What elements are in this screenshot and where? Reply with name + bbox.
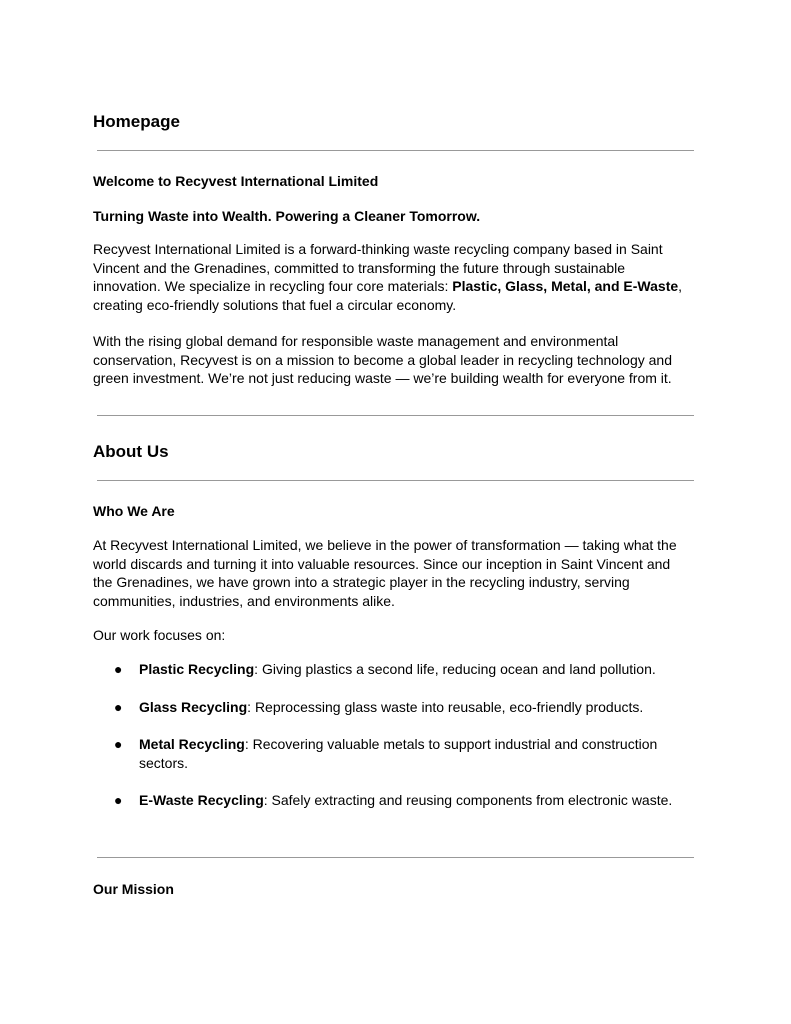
bullet-icon: ●: [114, 736, 123, 753]
focus-item-label: E-Waste Recycling: [139, 792, 264, 809]
focus-item-text: : Recovering valuable metals to support industrial and construction sectors.: [139, 736, 658, 771]
who-we-are-heading: Who We Are: [93, 503, 175, 519]
homepage-title: Homepage: [93, 112, 180, 131]
about-title: About Us: [93, 442, 169, 461]
mission-paragraph: With the rising global demand for responsible waste management and environmental conservation, Recyvest is on a mission to become a global leader in recycling technology and green investment. We’re not just reducing waste — we’re building wealth for everyone from it.: [93, 333, 672, 387]
our-mission-heading: Our Mission: [93, 881, 174, 897]
focus-item-label: Metal Recycling: [139, 736, 245, 753]
tagline-heading: Turning Waste into Wealth. Powering a Cleaner Tomorrow.: [93, 208, 481, 224]
section-divider: [97, 415, 694, 416]
welcome-heading: Welcome to Recyvest International Limited: [93, 173, 379, 189]
bullet-icon: ●: [114, 661, 123, 677]
list-item: [93, 791, 693, 810]
intro-text-a: Recyvest International Limited is a forward-thinking waste recycling company based in Saint Vincent and the Grenadines, committed to transforming the future through sustainable innovation. We specialize in recycling four core materials:: [93, 241, 663, 295]
section-divider: [97, 857, 694, 858]
focus-item-text: : Safely extracting and reusing components from electronic waste.: [263, 792, 673, 809]
bullet-icon: ●: [114, 698, 123, 715]
intro-materials-bold: Plastic, Glass, Metal, and E-Waste: [452, 278, 679, 295]
list-item: [93, 698, 693, 717]
section-divider: [97, 150, 694, 151]
focus-list: [93, 660, 693, 829]
section-divider: [97, 480, 694, 481]
bullet-icon: ●: [114, 792, 123, 809]
focus-intro: Our work focuses on:: [93, 627, 226, 643]
who-we-are-paragraph: At Recyvest International Limited, we believe in the power of transformation — taking what the world discards and turning it into valuable resources. Since our inception in Saint Vincent and the Grenadines, we have grown into a strategic player in the recycling industry, serving communities, industries, and environments alike.: [93, 537, 677, 609]
list-item: [93, 660, 693, 679]
focus-item-label: Plastic Recycling: [139, 661, 255, 677]
intro-paragraph: [93, 240, 693, 314]
focus-item-text: : Giving plastics a second life, reducing ocean and land pollution.: [254, 661, 656, 677]
focus-item-label: Glass Recycling: [139, 698, 248, 715]
focus-item-text: : Reprocessing glass waste into reusable, eco-friendly products.: [247, 698, 644, 715]
list-item: [93, 735, 693, 772]
intro-text-b: , creating eco-friendly solutions that fuel a circular economy.: [93, 278, 683, 313]
